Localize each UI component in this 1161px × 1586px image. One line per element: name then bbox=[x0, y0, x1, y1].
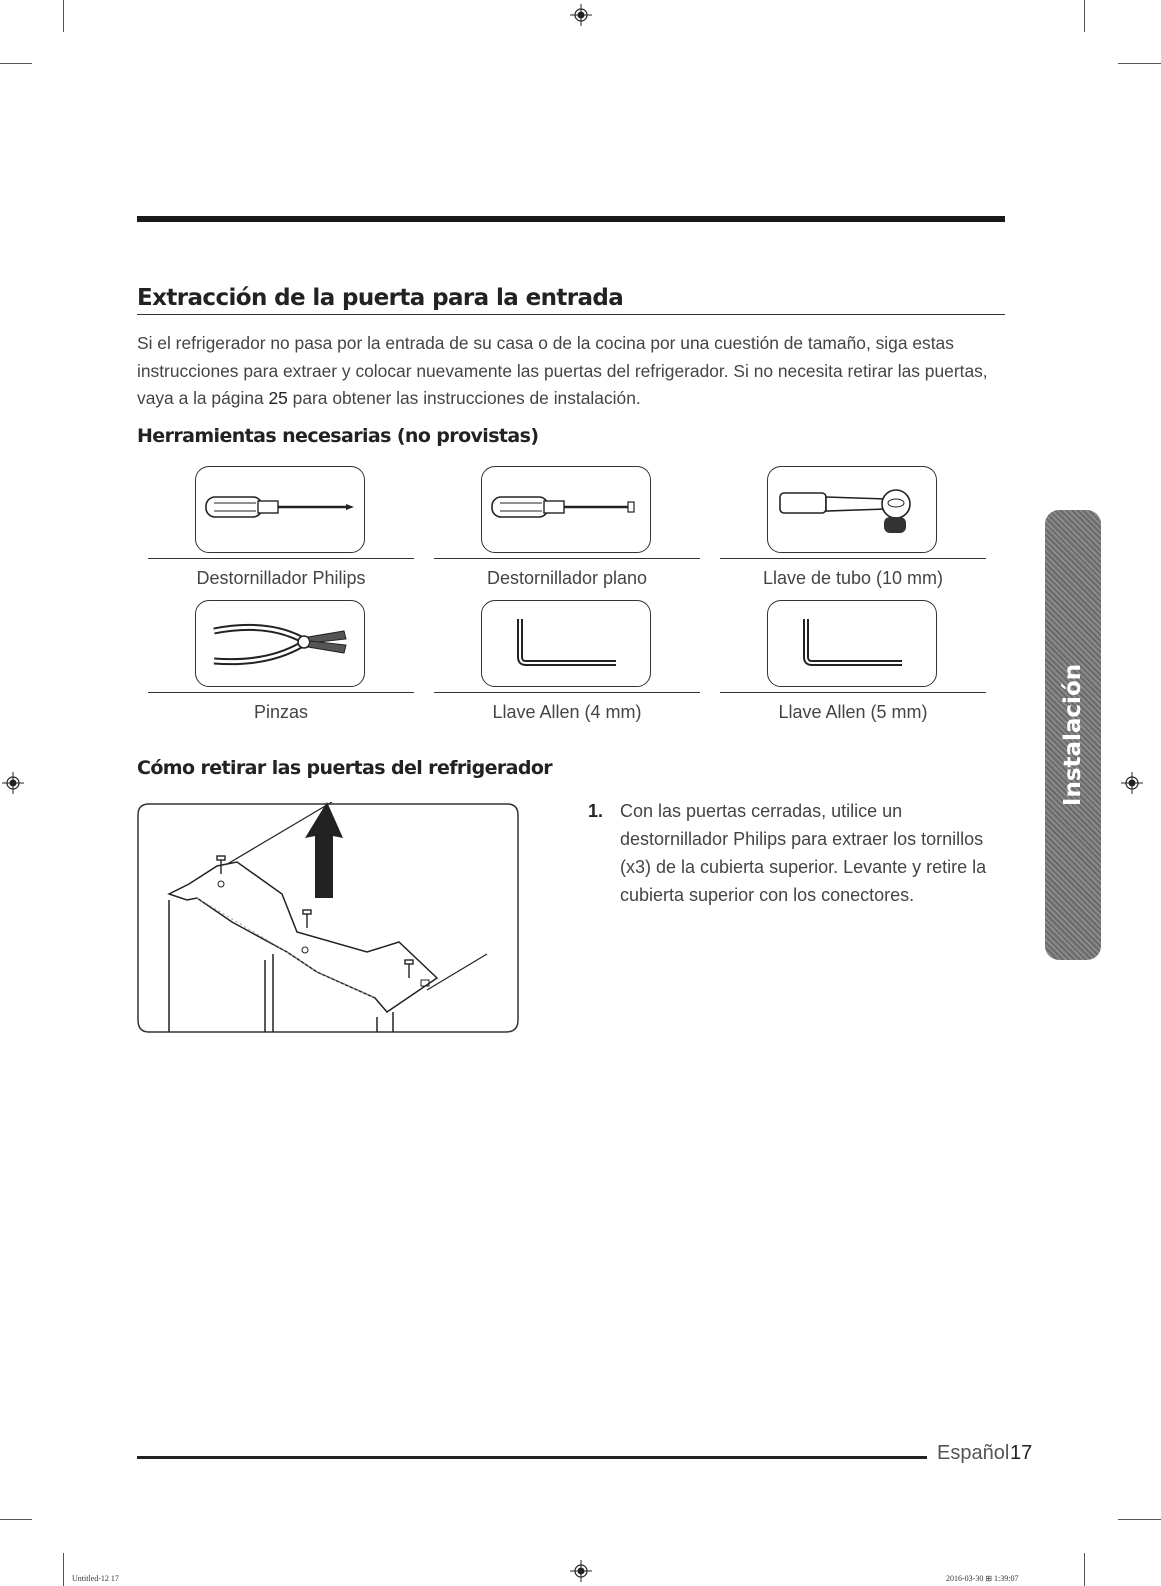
registration-mark-icon bbox=[570, 4, 592, 26]
crop-mark bbox=[1084, 1553, 1085, 1586]
phillips-screwdriver-icon bbox=[196, 467, 364, 552]
tool-divider bbox=[434, 692, 700, 693]
tool-divider bbox=[148, 692, 414, 693]
socket-wrench-icon bbox=[768, 467, 936, 552]
tool-illustration-box bbox=[481, 600, 651, 687]
top-cover-removal-illustration bbox=[137, 802, 519, 1034]
tool-illustration-box bbox=[767, 600, 937, 687]
intro-paragraph bbox=[137, 330, 1007, 413]
registration-mark-icon bbox=[2, 772, 24, 794]
section-title: Extracción de la puerta para la entrada bbox=[137, 285, 1005, 315]
crop-mark bbox=[63, 1553, 64, 1586]
intro-page-ref: 25 bbox=[268, 388, 288, 408]
footer-rule bbox=[137, 1456, 927, 1459]
side-tab-label: Instalación bbox=[1060, 663, 1086, 807]
tool-item bbox=[720, 466, 986, 596]
footer-language: Español bbox=[937, 1442, 1010, 1464]
registration-mark-icon bbox=[570, 1560, 592, 1582]
crop-mark bbox=[1118, 1519, 1161, 1520]
step-number: 1. bbox=[588, 801, 604, 821]
tool-illustration-box bbox=[195, 600, 365, 687]
tool-label: Llave Allen (5 mm) bbox=[778, 702, 928, 722]
tool-item bbox=[720, 600, 986, 730]
tool-label: Llave Allen (4 mm) bbox=[492, 702, 642, 722]
tool-illustration-box bbox=[195, 466, 365, 553]
allen-key-icon bbox=[482, 601, 650, 686]
removal-heading: Cómo retirar las puertas del refrigerador bbox=[137, 757, 553, 779]
crop-mark bbox=[0, 1519, 32, 1520]
crop-mark bbox=[0, 63, 32, 64]
pliers-icon bbox=[196, 601, 364, 686]
page-number: 17 bbox=[1010, 1442, 1033, 1464]
intro-text: Si el refrigerador no pasa por la entrada de su casa o de la cocina por una cuestión de tamaño, siga estas instrucciones para extraer y colocar nuevamente las puertas del refrigerador. Si no necesita retirar las puertas, vaya a la página bbox=[137, 333, 988, 408]
tool-item bbox=[148, 466, 414, 596]
tool-item bbox=[148, 600, 414, 730]
tool-divider bbox=[148, 558, 414, 559]
step-text: Con las puertas cerradas, utilice un destornillador Philips para extraer los tornillos (x3) de la cubierta superior. Levante y retire la cubierta superior con los conectores. bbox=[620, 801, 987, 905]
crop-mark bbox=[63, 0, 64, 32]
registration-mark-icon bbox=[1121, 772, 1143, 794]
tools-heading: Herramientas necesarias (no provistas) bbox=[137, 425, 539, 447]
imprint-left: Untitled-12 17 bbox=[72, 1574, 119, 1583]
tool-label: Destornillador plano bbox=[486, 568, 648, 588]
tool-label: Destornillador Philips bbox=[196, 568, 366, 588]
flat-screwdriver-icon bbox=[482, 467, 650, 552]
tool-illustration-box bbox=[767, 466, 937, 553]
crop-mark bbox=[1084, 0, 1085, 32]
imprint-right: 2016-03-30 ⊞ 1:39:07 bbox=[946, 1574, 1019, 1583]
tool-divider bbox=[720, 692, 986, 693]
crop-mark bbox=[1118, 63, 1161, 64]
tool-divider bbox=[720, 558, 986, 559]
header-rule bbox=[137, 216, 1005, 222]
tool-item bbox=[434, 600, 700, 730]
tool-label: Llave de tubo (10 mm) bbox=[762, 568, 944, 588]
tool-item bbox=[434, 466, 700, 596]
tool-label: Pinzas bbox=[253, 702, 309, 722]
allen-key-icon bbox=[768, 601, 936, 686]
step-1 bbox=[588, 797, 1008, 909]
tool-divider bbox=[434, 558, 700, 559]
intro-text-end: para obtener las instrucciones de instalación. bbox=[287, 388, 641, 408]
tool-illustration-box bbox=[481, 466, 651, 553]
section-side-tab bbox=[1045, 510, 1101, 960]
